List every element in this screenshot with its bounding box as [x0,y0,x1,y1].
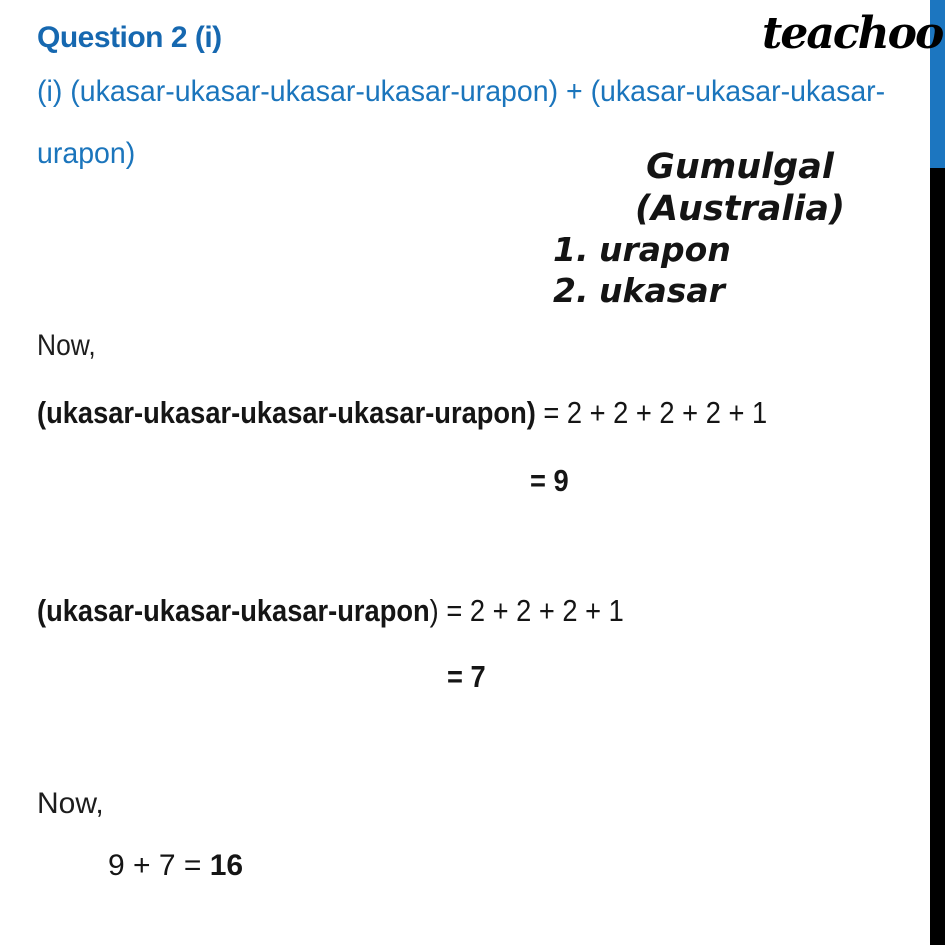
equation-1-bold: (ukasar-ukasar-ukasar-ukasar-urapon) [37,395,536,430]
equation-2-result: = 7 [447,659,486,694]
now-label-1: Now, [37,329,96,362]
note-item [553,271,725,311]
brand-logo: teachoo [762,8,943,59]
equation-1 [37,394,767,431]
equation-2-rest: ) = 2 + 2 + 2 + 1 [429,593,624,628]
note-item-word: ukasar [599,271,725,310]
equation-2 [37,592,624,629]
note-item-number: 2. [553,271,589,310]
equation-1-rest: = 2 + 2 + 2 + 2 + 1 [535,395,768,430]
final-sum [108,848,243,884]
note-title: Gumulgal [646,147,834,187]
final-sum-expression: 9 + 7 = [108,849,210,882]
accent-bar-black [930,168,945,945]
final-sum-result: 16 [209,849,244,882]
question-line-1: (i) (ukasar-ukasar-ukasar-ukasar-urapon) + (ukasar-ukasar-ukasar- [37,75,886,108]
note-subtitle: (Australia) [634,189,846,229]
note-item-number: 1. [553,230,589,269]
equation-2-bold: (ukasar-ukasar-ukasar-urapon [37,593,430,628]
now-label-2: Now, [37,787,104,820]
equation-1-result: = 9 [530,463,569,498]
note-item-word: urapon [599,230,731,269]
question-line-2: urapon) [37,137,136,170]
page-title: Question 2 (i) [37,21,222,54]
note-item [553,230,731,270]
